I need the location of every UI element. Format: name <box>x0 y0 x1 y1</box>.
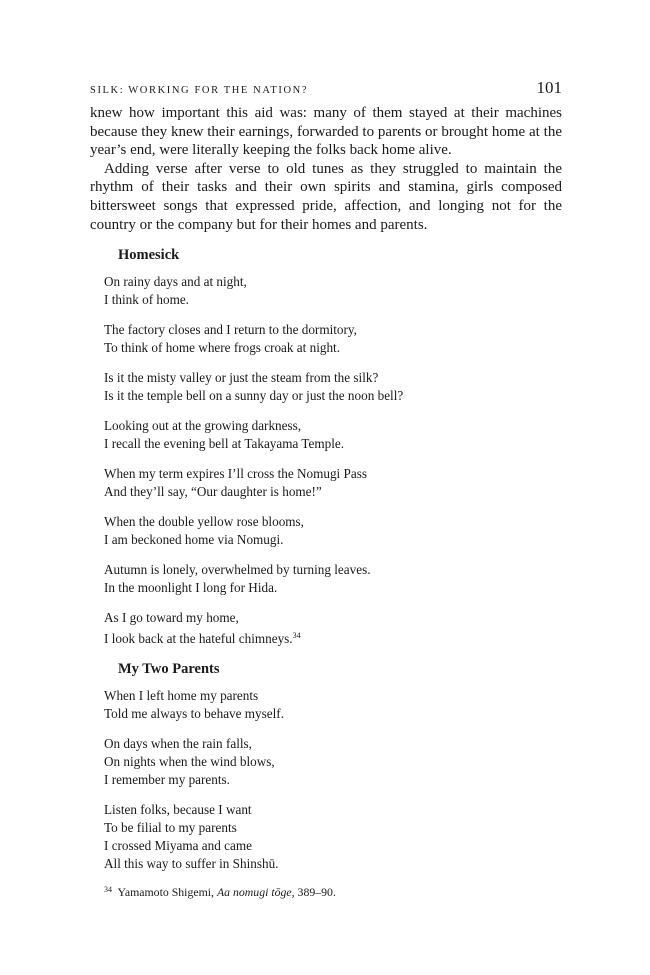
poem-line: I recall the evening bell at Takayama Temple. <box>104 436 345 452</box>
poem-line: When the double yellow rose blooms, <box>104 514 304 530</box>
poem-line: Is it the temple bell on a sunny day or just the noon bell? <box>104 388 404 404</box>
poem-line: I crossed Miyama and came <box>104 838 252 854</box>
page-number: 101 <box>536 78 562 97</box>
poem-line: The factory closes and I return to the dormitory, <box>104 322 357 338</box>
poem-stanza <box>104 465 562 501</box>
poem-title: Homesick <box>118 247 180 264</box>
footnote-ref: 34 <box>292 631 301 641</box>
poem-stanza <box>104 513 562 549</box>
poem-stanza <box>104 801 562 873</box>
footnote-title: Aa nomugi tōge, <box>216 885 295 900</box>
poem-line <box>104 627 562 648</box>
poem-line: In the moonlight I long for Hida. <box>104 580 278 596</box>
running-title: SILK: WORKING FOR THE NATION? <box>90 85 309 96</box>
book-page <box>90 78 562 900</box>
poem-stanza <box>104 273 562 309</box>
poem-line: To think of home where frogs croak at night. <box>104 340 341 356</box>
poem-stanza <box>104 687 562 723</box>
poem-stanza <box>104 561 562 597</box>
poem-line: All this way to suffer in Shinshū. <box>104 856 279 872</box>
poem-line: On nights when the wind blows, <box>104 754 275 770</box>
poem-line: I think of home. <box>104 292 189 308</box>
poem-line: To be filial to my parents <box>104 820 237 836</box>
poem-stanza <box>104 609 562 648</box>
poem-line-text: I look back at the hateful chimneys. <box>104 631 293 647</box>
body-paragraph: knew how important this aid was: many of them stayed at their machines because they knew their earnings, forwarded to parents or brought home at the year’s end, were literally keeping the folks back home alive. <box>90 105 562 159</box>
poem-stanza <box>104 417 562 453</box>
poem-stanza <box>104 735 562 789</box>
poem-line: Looking out at the growing darkness, <box>104 418 302 434</box>
footnote <box>104 885 562 900</box>
poem-line: Autumn is lonely, overwhelmed by turning leaves. <box>104 562 371 578</box>
poem-line: On days when the rain falls, <box>104 736 252 752</box>
poem-my-two-parents <box>104 687 562 873</box>
poem-line: I remember my parents. <box>104 772 230 788</box>
poem-title: My Two Parents <box>118 661 220 678</box>
body-paragraph: Adding verse after verse to old tunes as they struggled to maintain the rhythm of their tasks and their own spirits and stamina, girls composed bittersweet songs that expressed pride, affection, and longing not for the country or the company but for their homes and parents. <box>90 160 562 233</box>
poem-line: And they’ll say, “Our daughter is home!” <box>104 484 322 500</box>
poem-homesick <box>104 273 562 648</box>
poem-line: Told me always to behave myself. <box>104 706 284 722</box>
poem-stanza <box>104 321 562 357</box>
poem-line: Is it the misty valley or just the steam from the silk? <box>104 370 379 386</box>
poem-line: As I go toward my home, <box>104 610 239 626</box>
poem-stanza <box>104 369 562 405</box>
footnote-author: Yamamoto Shigemi, <box>117 885 214 900</box>
footnote-number: 34 <box>104 885 112 895</box>
poem-line: I am beckoned home via Nomugi. <box>104 532 284 548</box>
running-head <box>90 78 562 104</box>
poem-line: When my term expires I’ll cross the Nomugi Pass <box>104 466 367 482</box>
footnote-pages: 389–90. <box>297 885 336 900</box>
poem-line: On rainy days and at night, <box>104 274 247 290</box>
poem-line: Listen folks, because I want <box>104 802 252 818</box>
poem-line: When I left home my parents <box>104 688 259 704</box>
